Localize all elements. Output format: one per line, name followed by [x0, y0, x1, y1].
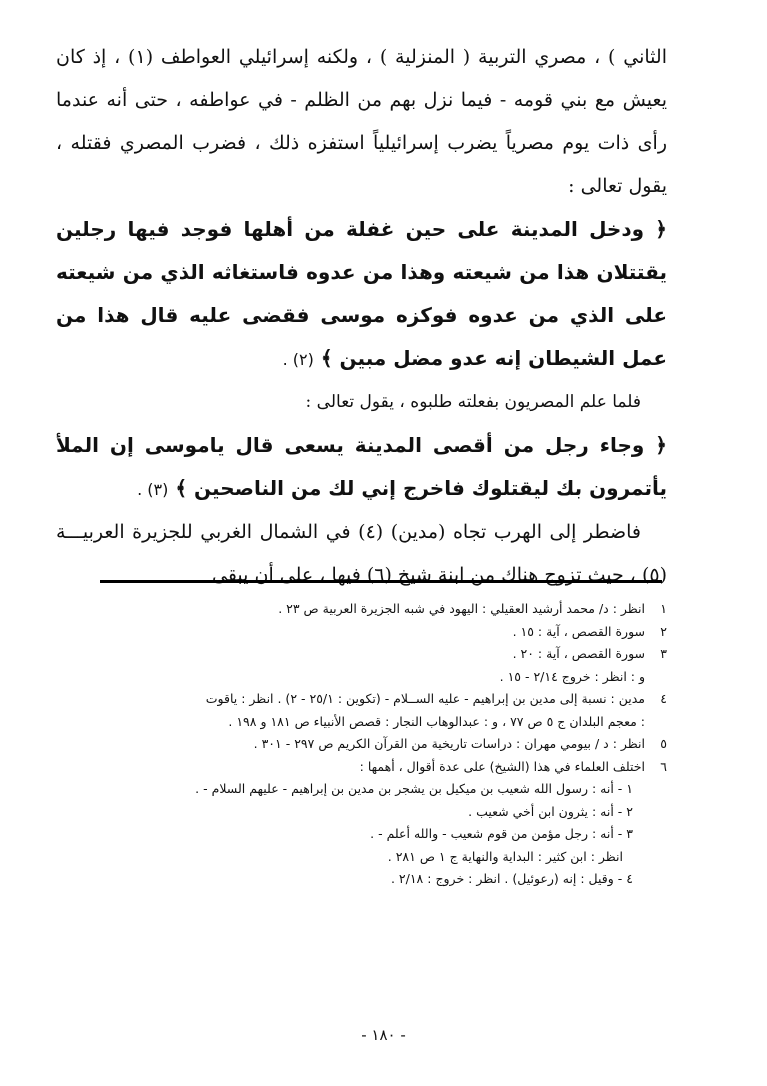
verse-1-text: ﴿ ودخل المدينة على حين غفلة من أهلها فوجد فيها رجلين يقتتلان هذا من شيعته وهذا من عدوه فاستغاثه الذي من شيعته على الذي من عدوه فوكزه موسى فقضى عليه قال هذا من عمل الشيطان إنه عدو مضل مبين ﴾ — [56, 217, 667, 370]
footnote-1 — [100, 598, 667, 621]
footnote-4 — [100, 688, 667, 711]
footnote-number: ٤ — [660, 691, 667, 706]
footnote-number: ٢ — [660, 623, 667, 639]
footnote-5 — [100, 733, 667, 756]
paragraph-1: الثاني ) ، مصري التربية ( المنزلية ) ، ولكنه إسرائيلي العواطف (١) ، إذ كان يعيش مع بني قومه - فيما نزل بهم من الظلم - في عواطفه ، حتى أنه عندما رأى ذات يوم مصرياً يضرب إسرائيلياً استفزه ذلك ، فضرب المصري فقتله ، يقول تعالى : — [56, 46, 667, 197]
footnote-divider — [100, 580, 662, 583]
quran-verse-2 — [56, 424, 667, 511]
footnote-text: مدين : نسبة إلى مدين بن إبراهيم - عليه الســلام - (تكوين : ٢٥/١ - ٢) . انظر : ياقوت — [205, 691, 645, 706]
paragraph-3: فاضطر إلى الهرب تجاه (مدين) (٤) في الشمال الغربي للجزيرة العربيـــة (٥) ، حيث تزوج هناك من ابنة شيخ (٦) فيها ، على أن يبقى — [56, 521, 667, 586]
footnote-6-citation: انظر : ابن كثير : البداية والنهاية ج ١ ص ٢٨١ . — [387, 848, 623, 864]
footnote-3-continued — [100, 666, 667, 689]
footnote-text: انظر : د/ محمد أرشيد العقيلي : اليهود في شبه الجزيرة العربية ص ٢٣ . — [278, 601, 645, 616]
verse-2-text: ﴿ وجاء رجل من أقصى المدينة يسعى قال ياموسى إن الملأ يأتمرون بك ليقتلوك فاخرج إني لك من الناصحين ﴾ — [56, 433, 667, 500]
verse-1-ref: (٢) . — [282, 350, 314, 369]
footnote-2 — [100, 621, 667, 644]
footnote-text: : معجم البلدان ج ٥ ص ٧٧ ، و : عبدالوهاب النجار : قصص الأنبياء ص ١٨١ و ١٩٨ . — [228, 713, 645, 729]
footnote-text: انظر : د / بيومي مهران : دراسات تاريخية من القرآن الكريم ص ٢٩٧ - ٣٠١ . — [253, 736, 645, 751]
footnote-3 — [100, 643, 667, 666]
footnote-4-continued — [100, 711, 667, 734]
footnote-6-item-3: ٣ - أنه : رجل مؤمن من قوم شعيب - والله أعلم - . — [370, 826, 633, 841]
footnote-text: سورة القصص ، آية : ١٥ . — [512, 623, 645, 639]
footnote-text: و : انظر : خروج ٢/١٤ - ١٥ . — [499, 668, 645, 684]
footnote-number: ٥ — [660, 736, 667, 751]
footnote-text: سورة القصص ، آية : ٢٠ . — [512, 646, 645, 661]
footnote-text: اختلف العلماء في هذا (الشيخ) على عدة أقوال ، أهمها : — [359, 758, 645, 774]
footnote-6-item-1: ١ - أنه : رسول الله شعيب بن ميكيل بن يشجر بن مدين بن إبراهيم - عليهم السلام - . — [195, 781, 633, 796]
footnote-6-item-2: ٢ - أنه : يثرون ابن أخي شعيب . — [468, 803, 633, 819]
quran-verse-1 — [56, 208, 667, 381]
footnotes — [100, 598, 667, 891]
main-text — [56, 36, 667, 597]
footnote-6-item-4: ٤ - وقيل : إنه (رعوئيل) . انظر : خروج : ٢/١٨ . — [390, 871, 633, 886]
footnote-number: ٣ — [660, 646, 667, 661]
footnote-6 — [100, 756, 667, 779]
paragraph-2: فلما علم المصريون بفعلته طلبوه ، يقول تعالى : — [305, 392, 641, 412]
verse-2-ref: (٣) . — [137, 480, 169, 499]
page-number: - ١٨٠ - — [361, 1026, 406, 1044]
footnote-number: ١ — [660, 601, 667, 616]
footnote-number: ٦ — [660, 758, 667, 774]
